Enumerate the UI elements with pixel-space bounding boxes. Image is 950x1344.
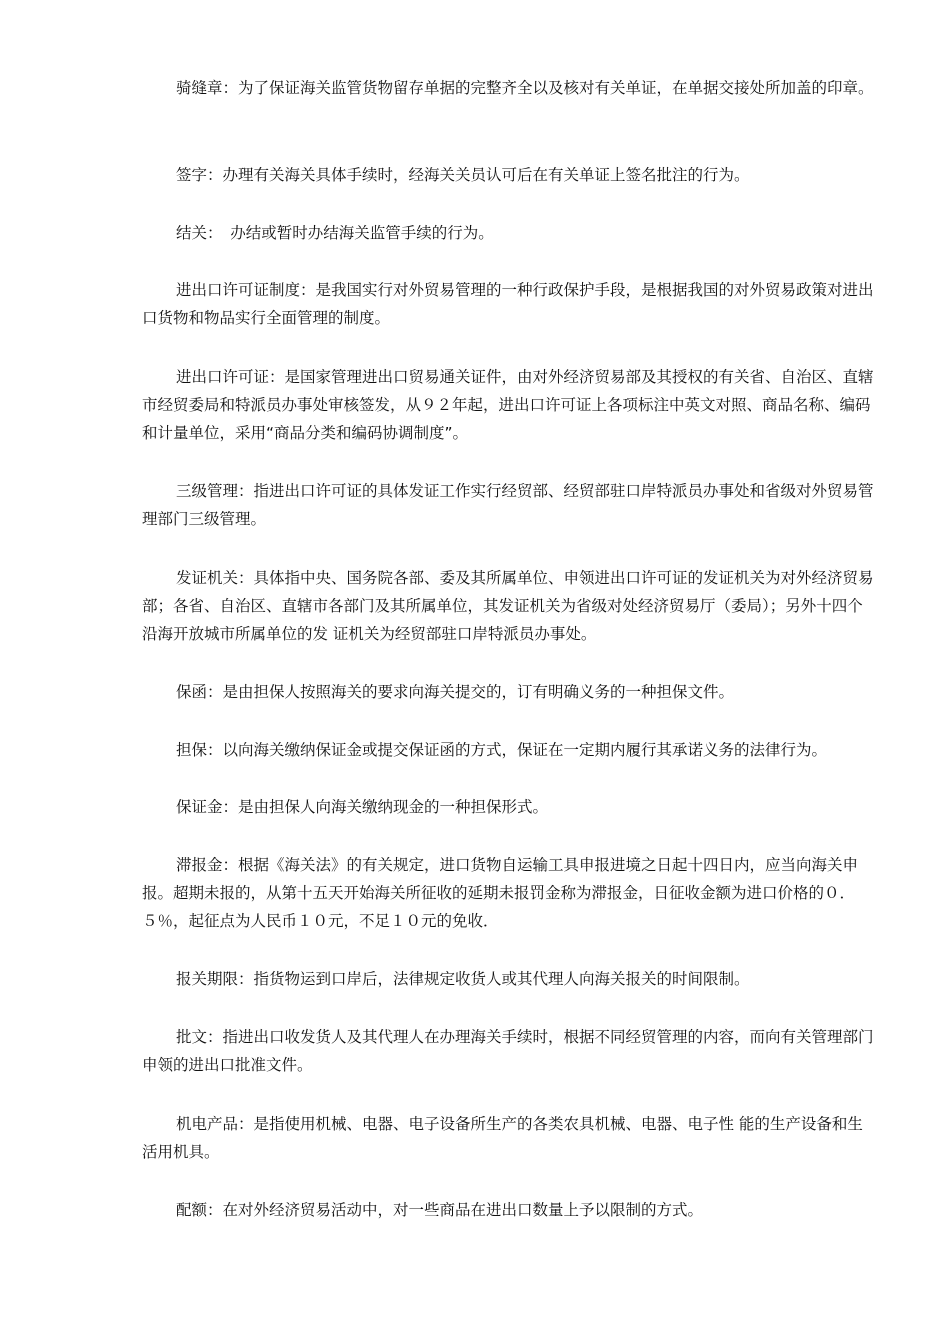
paragraph-qianzi: 签字：办理有关海关具体手续时，经海关关员认可后在有关单证上签名批注的行为。 <box>176 166 750 184</box>
paragraph-jidian-chanpin: 机电产品：是指使用机械、电器、电子设备所生产的各类农具机械、电器、电子性 能的生产设备和生活用机具。 <box>142 1115 863 1161</box>
paragraph-baoguan-qixian: 报关期限：指货物运到口岸后，法律规定收货人或其代理人向海关报关的时间限制。 <box>176 970 750 988</box>
paragraph-peie: 配额：在对外经济贸易活动中，对一些商品在进出口数量上予以限制的方式。 <box>176 1201 704 1219</box>
paragraph-fazheng-jiguan: 发证机关：具体指中央、国务院各部、委及其所属单位、申领进出口许可证的发证机关为对外经济贸易部；各省、自治区、直辖市各部门及其所属单位，其发证机关为省级对处经济贸易厅（委局）；另外十四个沿海开放城市所属单位的发 证机关为经贸部驻口岸特派员办事处。 <box>142 569 874 643</box>
paragraph-baozhengjin: 保证金：是由担保人向海关缴纳现金的一种担保形式。 <box>176 798 549 816</box>
paragraph-jieguan: 结关： 办结或暂时办结海关监管手续的行为。 <box>176 224 494 242</box>
paragraph-xukezheng: 进出口许可证：是国家管理进出口贸易通关证件，由对外经济贸易部及其授权的有关省、自治区、直辖市经贸委局和特派员办事处审核签发，从９２年起，进出口许可证上各项标注中英文对照、商品名称、编码和计量单位，采用“商品分类和编码协调制度”。 <box>142 368 874 442</box>
paragraph-zhibaojin: 滞报金：根据《海关法》的有关规定，进口货物自运输工具申报进境之日起十四日内，应当向海关申报。超期未报的，从第十五天开始海关所征收的延期未报罚金称为滞报金，日征收金额为进口价格的０．５％，起征点为人民币１０元，不足１０元的免收． <box>142 856 859 930</box>
paragraph-baohan: 保函：是由担保人按照海关的要求向海关提交的，订有明确义务的一种担保文件。 <box>176 683 735 701</box>
paragraph-piwen: 批文：指进出口收发货人及其代理人在办理海关手续时，根据不同经贸管理的内容，而向有关管理部门申领的进出口批准文件。 <box>142 1028 874 1074</box>
paragraph-danbao: 担保：以向海关缴纳保证金或提交保证函的方式，保证在一定期内履行其承诺义务的法律行为。 <box>176 741 828 759</box>
paragraph-xukezheng-zhidu: 进出口许可证制度：是我国实行对外贸易管理的一种行政保护手段，是根据我国的对外贸易政策对进出口货物和物品实行全面管理的制度。 <box>142 281 874 327</box>
paragraph-qifengzhang: 骑缝章：为了保证海关监管货物留存单据的完整齐全以及核对有关单证，在单据交接处所加盖的印章。 <box>176 79 874 97</box>
paragraph-sanji-guanli: 三级管理：指进出口许可证的具体发证工作实行经贸部、经贸部驻口岸特派员办事处和省级对外贸易管理部门三级管理。 <box>142 482 874 528</box>
